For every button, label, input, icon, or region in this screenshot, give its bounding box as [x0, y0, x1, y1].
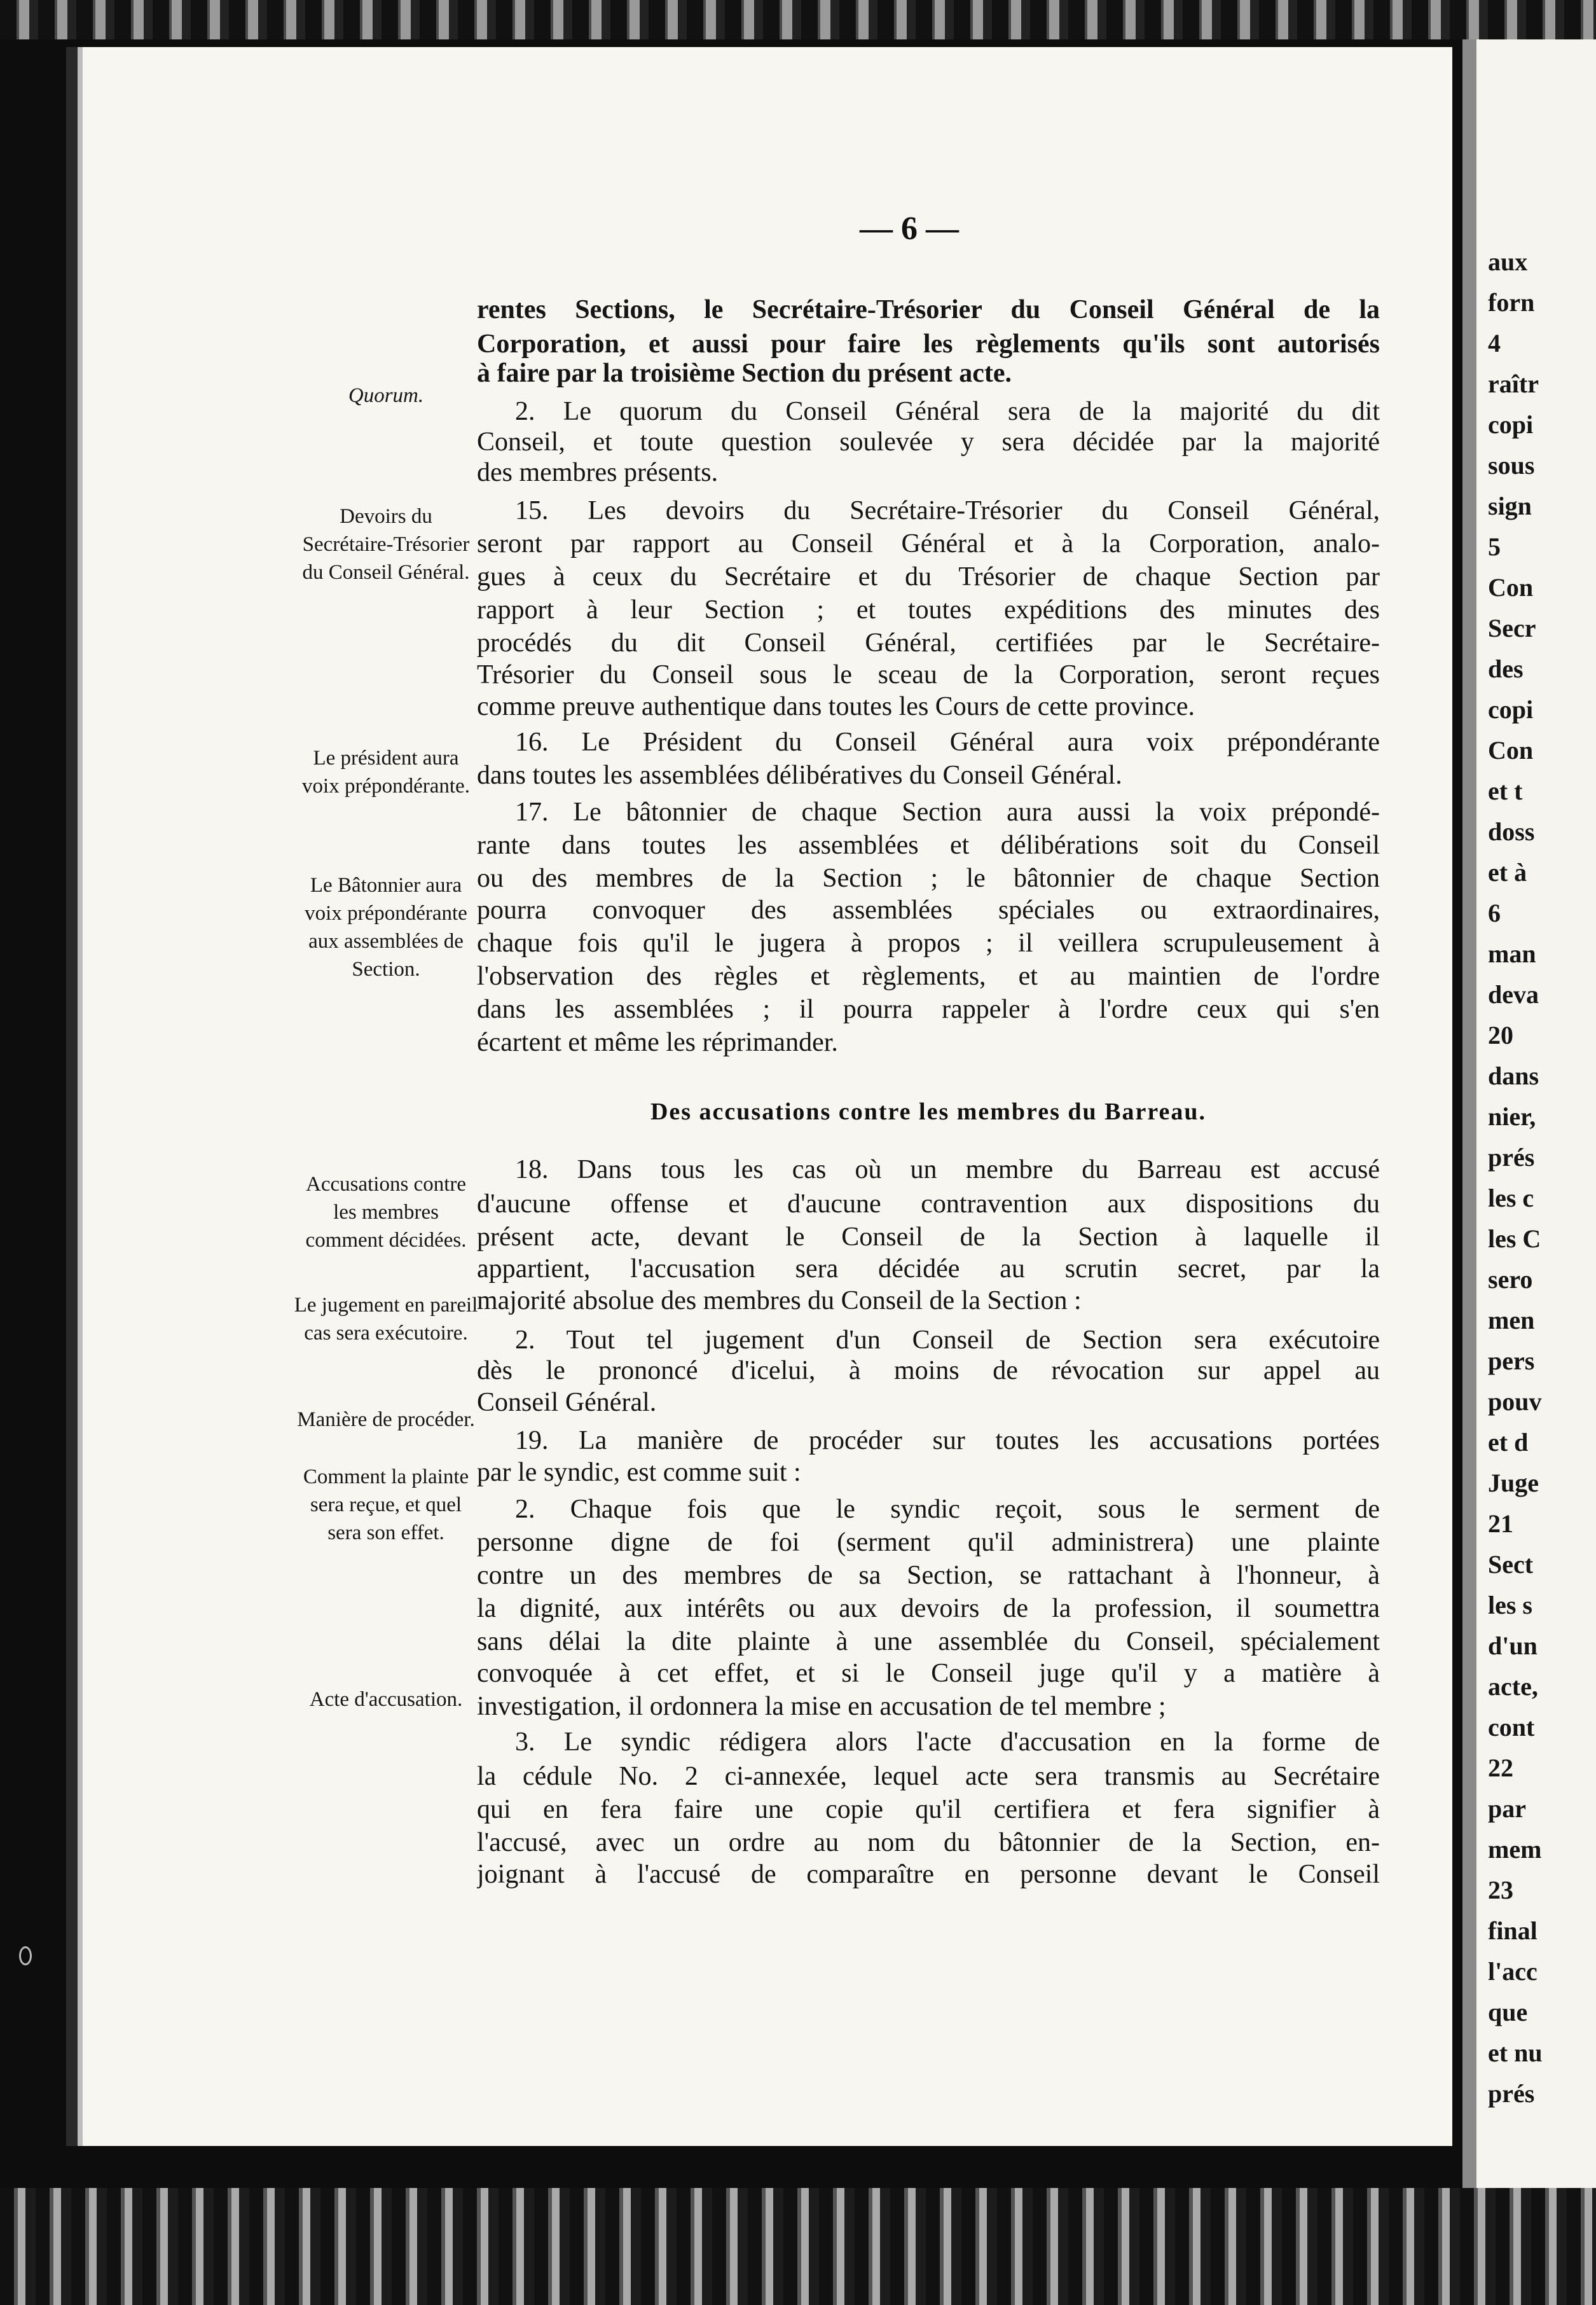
- facing-page-line: 21: [1488, 1509, 1513, 1538]
- margin-note: Devoirs du Secrétaire-Trésorier du Conseil Général.: [302, 505, 470, 584]
- facing-page-line: Sect: [1488, 1550, 1534, 1579]
- text-line: dans toutes les assemblées délibératives du Conseil Général.: [477, 761, 1122, 790]
- text-line: dans les assemblées ; il pourra rappeler à l'ordre ceux qui s'en: [477, 995, 1380, 1024]
- text-line: 3. Le syndic rédigera alors l'acte d'accusation en la forme de: [515, 1727, 1380, 1757]
- margin-note: Le Bâtonnier aura voix prépondérante aux assemblées de Section.: [305, 874, 467, 981]
- section-heading: Des accusations contre les membres du Barreau.: [650, 1098, 1207, 1125]
- facing-page-line: men: [1488, 1306, 1535, 1334]
- text-line: 17. Le bâtonnier de chaque Section aura aussi la voix prépondé-: [515, 798, 1380, 827]
- facing-page-line: mem: [1488, 1835, 1542, 1864]
- scan-artifact-icon: [19, 1946, 32, 1965]
- facing-page-line: Secr: [1488, 614, 1536, 642]
- scan-border-bottom: [0, 2188, 1596, 2305]
- facing-page-line: final: [1488, 1916, 1538, 1945]
- facing-page-line: par: [1488, 1794, 1526, 1823]
- text-line: 2. Le quorum du Conseil Général sera de la majorité du dit: [515, 397, 1380, 426]
- facing-page-line: l'acc: [1488, 1957, 1538, 1986]
- facing-page-line: pouv: [1488, 1387, 1542, 1416]
- facing-page-line: sero: [1488, 1265, 1533, 1294]
- text-line: joignant à l'accusé de comparaître en personne devant le Conseil: [477, 1860, 1380, 1889]
- facing-page-line: 23: [1488, 1876, 1513, 1904]
- text-line: par le syndic, est comme suit :: [477, 1458, 801, 1487]
- text-line: Conseil, et toute question soulevée y sera décidée par la majorité: [477, 427, 1380, 457]
- text-line: écartent et même les réprimander.: [477, 1028, 838, 1057]
- facing-page-line: pers: [1488, 1346, 1535, 1375]
- text-line: la cédule No. 2 ci-annexée, lequel acte sera transmis au Secrétaire: [477, 1762, 1380, 1791]
- facing-page-line: cont: [1488, 1713, 1535, 1741]
- facing-page-line: doss: [1488, 817, 1535, 846]
- facing-page-line: d'un: [1488, 1631, 1538, 1660]
- text-line: 19. La manière de procéder sur toutes les accusations portées: [515, 1426, 1380, 1455]
- facing-page-line: dans: [1488, 1062, 1539, 1090]
- facing-page-line: nier,: [1488, 1102, 1536, 1131]
- text-line: la dignité, aux intérêts ou aux devoirs de la profession, il soumettra: [477, 1594, 1380, 1623]
- facing-page-line: et d: [1488, 1428, 1529, 1457]
- text-line: à faire par la troisième Section du présent acte.: [477, 359, 1012, 388]
- margin-note: Accusations contre les membres comment décidées.: [305, 1173, 467, 1252]
- facing-page-line: copi: [1488, 695, 1534, 724]
- facing-page-line: que: [1488, 1998, 1528, 2026]
- text-line: 18. Dans tous les cas où un membre du Barreau est accusé: [515, 1155, 1380, 1184]
- text-line: Corporation, et aussi pour faire les règlements qu'ils sont autorisés: [477, 329, 1380, 359]
- text-line: personne digne de foi (serment qu'il administrera) une plainte: [477, 1528, 1380, 1557]
- text-line: des membres présents.: [477, 458, 719, 487]
- facing-page-line: Con: [1488, 573, 1534, 602]
- text-line: majorité absolue des membres du Conseil de la Section :: [477, 1286, 1082, 1315]
- text-line: procédés du dit Conseil Général, certifiées par le Secrétaire-: [477, 628, 1380, 658]
- facing-page-line: 20: [1488, 1021, 1513, 1049]
- text-line: chaque fois qu'il le jugera à propos ; il veillera scrupuleusement à: [477, 929, 1380, 958]
- facing-page-line: 5: [1488, 532, 1501, 561]
- scan-border-top: [0, 0, 1596, 39]
- text-line: 16. Le Président du Conseil Général aura voix prépondérante: [515, 728, 1380, 757]
- text-line: 2. Chaque fois que le syndic reçoit, sous le serment de: [515, 1495, 1380, 1524]
- facing-page-line: prés: [1488, 2079, 1535, 2108]
- text-line: l'accusé, avec un ordre au nom du bâtonnier de la Section, en-: [477, 1828, 1380, 1857]
- facing-page-line: aux: [1488, 247, 1528, 276]
- text-line: Conseil Général.: [477, 1388, 657, 1417]
- text-line: rentes Sections, le Secrétaire-Trésorier du Conseil Général de la: [477, 295, 1380, 324]
- text-line: sans délai la dite plainte à une assemblée du Conseil, spécialement: [477, 1627, 1380, 1656]
- margin-note: Manière de procéder.: [297, 1408, 475, 1431]
- text-line: l'observation des règles et règlements, et au maintien de l'ordre: [477, 962, 1380, 991]
- text-line: 15. Les devoirs du Secrétaire-Trésorier du Conseil Général,: [515, 496, 1380, 525]
- facing-page-line: man: [1488, 939, 1536, 968]
- text-line: qui en fera faire une copie qu'il certifiera et fera signifier à: [477, 1795, 1380, 1824]
- margin-note: Comment la plainte sera reçue, et quel sera son effet.: [303, 1465, 469, 1544]
- text-line: gues à ceux du Secrétaire et du Trésorier de chaque Section par: [477, 562, 1380, 592]
- text-line: pourra convoquer des assemblées spéciales ou extraordinaires,: [477, 896, 1380, 925]
- facing-page-line: les C: [1488, 1224, 1541, 1253]
- margin-note: Le jugement en pareil cas sera exécutoire.: [294, 1294, 478, 1345]
- text-line: dès le prononcé d'icelui, à moins de révocation sur appel au: [477, 1356, 1380, 1385]
- facing-page-line: deva: [1488, 980, 1539, 1009]
- facing-page-line: 4: [1488, 329, 1501, 357]
- text-line: 2. Tout tel jugement d'un Conseil de Section sera exécutoire: [515, 1326, 1380, 1355]
- page-number: — 6 —: [860, 211, 959, 247]
- facing-page-line: prés: [1488, 1143, 1535, 1172]
- facing-page-line: 6: [1488, 899, 1501, 927]
- facing-page-line: sous: [1488, 451, 1535, 480]
- margin-note: Le président aura voix prépondérante.: [302, 747, 470, 798]
- facing-page-line: copi: [1488, 410, 1534, 439]
- text-line: contre un des membres de sa Section, se rattachant à l'honneur, à: [477, 1561, 1380, 1590]
- facing-page-line: forn: [1488, 288, 1535, 317]
- facing-page-line: acte,: [1488, 1672, 1538, 1701]
- facing-page-line: les s: [1488, 1591, 1532, 1619]
- text-line: appartient, l'accusation sera décidée au scrutin secret, par la: [477, 1254, 1380, 1284]
- facing-page-line: et nu: [1488, 2039, 1543, 2067]
- facing-page-line: et t: [1488, 777, 1523, 805]
- facing-page-line: raîtr: [1488, 370, 1539, 398]
- text-line: seront par rapport au Conseil Général et à la Corporation, analo-: [477, 529, 1380, 558]
- text-line: rante dans toutes les assemblées et délibérations soit du Conseil: [477, 831, 1380, 860]
- text-line: ou des membres de la Section ; le bâtonnier de chaque Section: [477, 864, 1380, 893]
- text-line: rapport à leur Section ; et toutes expéditions des minutes des: [477, 595, 1380, 625]
- facing-page-line: et à: [1488, 858, 1527, 887]
- facing-page-line: 22: [1488, 1754, 1513, 1782]
- text-line: Trésorier du Conseil sous le sceau de la Corporation, seront reçues: [477, 660, 1380, 689]
- text-line: d'aucune offense et d'aucune contravention aux dispositions du: [477, 1189, 1380, 1219]
- facing-page-line: les c: [1488, 1184, 1534, 1212]
- facing-page-fragment: [1462, 39, 1596, 2188]
- text-line: investigation, il ordonnera la mise en accusation de tel membre ;: [477, 1692, 1166, 1721]
- facing-page-line: des: [1488, 654, 1524, 683]
- facing-page-line: sign: [1488, 492, 1532, 520]
- facing-page-line: Con: [1488, 736, 1534, 765]
- text-line: convoquée à cet effet, et si le Conseil juge qu'il y a matière à: [477, 1659, 1380, 1688]
- margin-note: Acte d'accusation.: [309, 1688, 463, 1711]
- text-line: comme preuve authentique dans toutes les Cours de cette province.: [477, 692, 1195, 721]
- facing-page-line: Juge: [1488, 1469, 1539, 1497]
- margin-note: Quorum.: [348, 384, 424, 407]
- text-line: présent acte, devant le Conseil de la Section à laquelle il: [477, 1222, 1380, 1252]
